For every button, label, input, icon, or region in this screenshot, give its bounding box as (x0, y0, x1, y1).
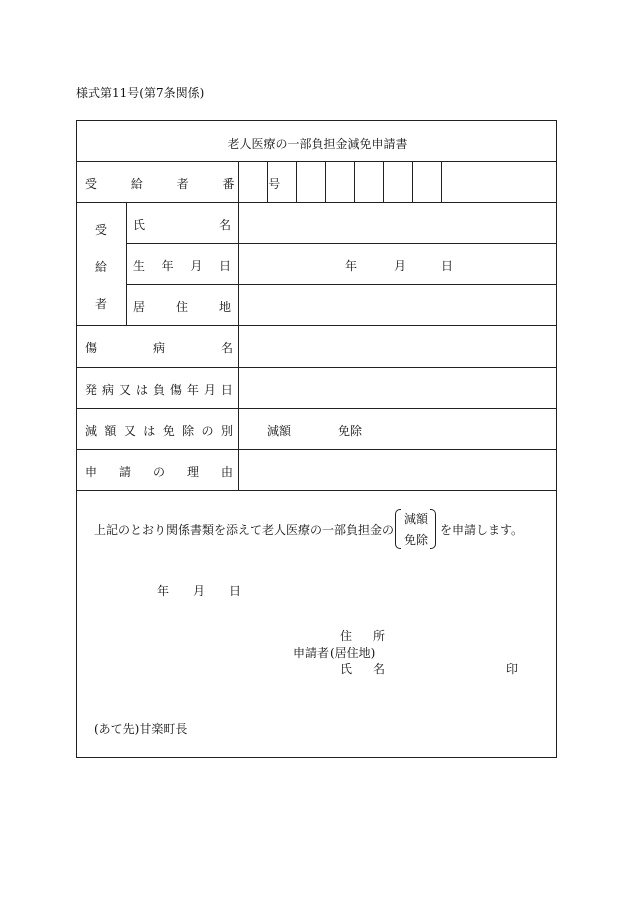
residence-label-char: 地 (218, 300, 231, 314)
residence-label-char: 住 (175, 300, 188, 314)
onset-label-char: 年 (186, 383, 199, 397)
recipient-number-label: 受 給 者 番 号 (85, 177, 296, 191)
birthdate-label-char: 年 (161, 259, 174, 273)
reason-label-char: 申 (85, 465, 98, 479)
onset-label-char: 月 (203, 383, 216, 397)
reduction-type-label-char: 免 (162, 424, 175, 438)
form-number: 様式第11号(第7条関係) (76, 86, 205, 100)
brace-left (395, 509, 401, 549)
applicant-label: 申請者 (293, 646, 330, 660)
birthdate-year-unit: 年 (345, 259, 358, 273)
digit-box-divider (354, 161, 355, 202)
reduction-option[interactable]: 減額 (267, 424, 292, 438)
column-divider (238, 161, 239, 490)
name-field[interactable] (240, 204, 555, 242)
onset-label-char: 傷 (169, 383, 182, 397)
reduction-type-label (85, 422, 233, 439)
residence-label (133, 298, 231, 315)
reason-label-char: 請 (118, 465, 131, 479)
residence-field[interactable] (240, 286, 555, 324)
date-month-unit: 月 (193, 584, 206, 598)
birthdate-month-unit: 月 (394, 259, 407, 273)
applicant-name-label-char-2: 名 (373, 662, 386, 676)
digit-box-divider (412, 161, 413, 202)
onset-label-char: 日 (220, 383, 233, 397)
birthdate-day-unit: 日 (441, 259, 454, 273)
birthdate-label-char: 日 (218, 259, 231, 273)
recipient-group-char-2: 給 (95, 260, 108, 274)
row-divider (77, 408, 556, 409)
onset-label-char: 発 (85, 383, 98, 397)
disease-field[interactable] (240, 327, 555, 366)
recipient-group-char-1: 受 (95, 223, 108, 237)
onset-label-char: 病 (101, 383, 114, 397)
recipient-group-char-3: 者 (95, 297, 108, 311)
row-divider (77, 202, 556, 203)
date-year-unit: 年 (157, 584, 170, 598)
onset-label (85, 381, 233, 398)
application-form (76, 120, 557, 758)
reason-label (85, 463, 233, 480)
birthdate-label (133, 257, 231, 274)
reduction-type-label-char: の (201, 424, 214, 438)
row-divider (126, 243, 556, 244)
birthdate-label-char: 生 (133, 259, 146, 273)
reason-field[interactable] (240, 451, 555, 489)
disease-label-char: 名 (220, 341, 233, 355)
disease-label-char: 病 (152, 341, 165, 355)
residence-label-char: 居 (133, 300, 146, 314)
digit-box-divider (325, 161, 326, 202)
reduction-type-label-char: 除 (182, 424, 195, 438)
column-divider (126, 202, 127, 325)
onset-field[interactable] (240, 369, 555, 407)
onset-label-char: は (135, 383, 148, 397)
statement-suffix: を申請します。 (440, 523, 524, 537)
reduction-type-label-char: 額 (104, 424, 117, 438)
row-divider (77, 325, 556, 326)
birthdate-label-char: 月 (190, 259, 203, 273)
row-divider (77, 161, 556, 162)
reason-label-char: 由 (220, 465, 233, 479)
row-divider (77, 367, 556, 368)
reduction-type-label-char: 別 (220, 424, 233, 438)
address-label-char-1: 住 (340, 629, 353, 643)
reduction-type-label-char: 減 (85, 424, 98, 438)
seal-label: 印 (506, 662, 519, 676)
disease-label (85, 339, 233, 356)
addressee: (あて先)甘楽町長 (94, 722, 188, 736)
row-divider (77, 449, 556, 450)
reduction-type-label-char: は (143, 424, 156, 438)
applicant-name-label-char-1: 氏 (340, 662, 353, 676)
onset-label-char: 負 (152, 383, 165, 397)
row-divider (126, 284, 556, 285)
name-label (133, 216, 231, 233)
statement-choice-reduction: 減額 (404, 512, 429, 526)
name-label-char: 氏 (133, 218, 146, 232)
digit-box-divider (296, 161, 297, 202)
reason-label-char: 理 (186, 465, 199, 479)
address-label-char-2: 所 (373, 629, 386, 643)
date-day-unit: 日 (229, 584, 242, 598)
digit-box-divider (383, 161, 384, 202)
residence-paren-label: (居住地) (330, 646, 376, 660)
reduction-type-label-char: 又 (123, 424, 136, 438)
disease-label-char: 傷 (85, 341, 98, 355)
statement-text: 上記のとおり関係書類を添えて老人医療の一部負担金の (94, 523, 395, 537)
statement-choice-exemption: 免除 (404, 533, 429, 547)
digit-box-divider (441, 161, 442, 202)
brace-right (430, 509, 436, 549)
onset-label-char: 又 (118, 383, 131, 397)
exemption-option[interactable]: 免除 (338, 424, 363, 438)
name-label-char: 名 (218, 218, 231, 232)
row-divider (77, 490, 556, 491)
reason-label-char: の (152, 465, 165, 479)
form-title: 老人医療の一部負担金減免申請書 (227, 137, 408, 151)
